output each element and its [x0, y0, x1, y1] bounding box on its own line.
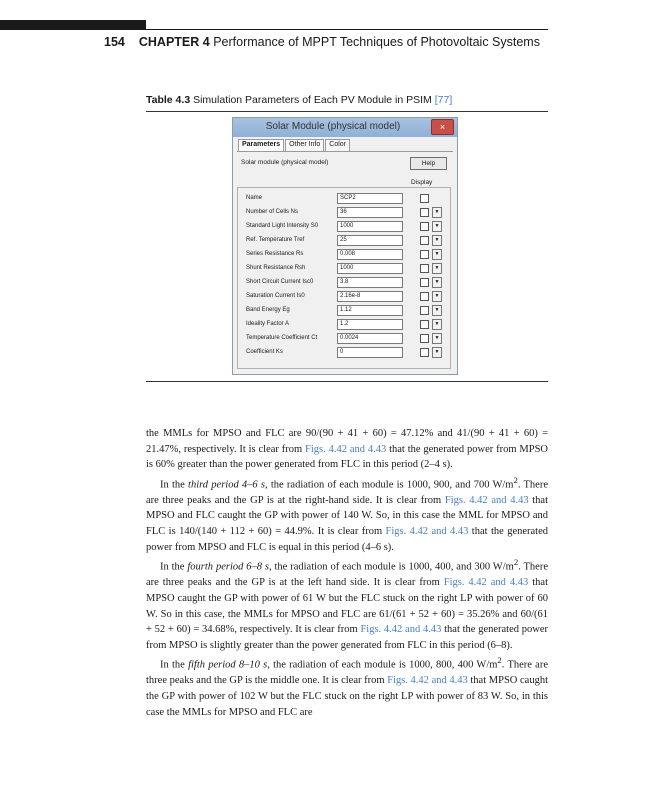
param-row	[242, 277, 452, 289]
text-run: that MPSO caught the GP with power of 61 W but the FLC stuck on the right LP with power of 60 W. So in this case, the MMLs for MPSO and FLC are 61/(61 + 52 + 60) = 35.26% and 60/(61 + 52 + 60) = 34.68%, respectively. It is clear from	[146, 577, 548, 636]
period-label: third period 4–6 s	[188, 479, 265, 491]
param-row	[242, 263, 452, 275]
param-input[interactable]: 36	[337, 207, 403, 218]
param-name-input[interactable]: SCP2	[337, 193, 403, 204]
figure-link[interactable]: Figs. 4.42 and 4.43	[443, 577, 529, 589]
param-label: Series Resistance Rs	[246, 251, 304, 257]
param-label: Ref. Temperature Tref	[246, 237, 305, 243]
param-label: Name	[246, 195, 263, 201]
text-run: In the	[160, 659, 189, 671]
dialog-title: Solar Module (physical model)	[265, 121, 401, 132]
text-run: . There are three peaks and the GP is at the left hand side. It is clear from	[146, 561, 549, 589]
header-rule	[146, 29, 548, 30]
superscript: 2	[513, 557, 519, 568]
close-button[interactable]: ×	[431, 119, 454, 135]
display-checkbox[interactable]	[420, 348, 429, 357]
paragraph	[146, 473, 548, 555]
text-run: . There are three peaks and the GP is at the right-hand side. It is clear from	[146, 479, 549, 506]
dialog-titlebar	[233, 118, 457, 137]
paragraph	[146, 426, 548, 473]
param-input[interactable]: 3.8	[337, 277, 403, 288]
display-checkbox[interactable]	[420, 236, 429, 245]
param-row	[242, 291, 452, 303]
table-top-rule	[146, 111, 548, 112]
param-label: Saturation Current Is0	[246, 293, 305, 299]
dropdown-arrow-icon[interactable]: ▼	[432, 221, 442, 232]
superscript: 2	[497, 655, 502, 666]
param-input[interactable]: 1.12	[337, 305, 403, 316]
text-run: In the	[160, 561, 188, 573]
tab-color[interactable]: Color	[325, 139, 350, 151]
dialog-tabs	[238, 139, 351, 151]
param-row	[242, 249, 452, 261]
tab-other-info[interactable]: Other Info	[285, 139, 324, 151]
param-row	[242, 235, 452, 247]
figure-link[interactable]: Figs. 4.42 and 4.43	[387, 675, 468, 687]
param-row	[242, 319, 452, 331]
dropdown-arrow-icon[interactable]: ▼	[432, 333, 442, 344]
param-input[interactable]: 0.0024	[337, 333, 403, 344]
paragraph	[146, 555, 548, 653]
text-run: that the generated power from MPSO and FLC is equal in this period (4–6 s).	[146, 526, 549, 553]
chapter-label: CHAPTER 4	[138, 35, 210, 49]
text-run: , the radiation of each module is 1000, 900, and 700 W/m	[265, 479, 514, 491]
display-checkbox[interactable]	[420, 250, 429, 259]
param-label: Band Energy Eg	[246, 307, 290, 313]
table-caption-text: Simulation Parameters of Each PV Module in PSIM	[193, 94, 432, 106]
tab-parameters[interactable]: Parameters	[238, 139, 284, 151]
param-input[interactable]: 1.2	[337, 319, 403, 330]
display-checkbox[interactable]	[420, 264, 429, 273]
display-checkbox[interactable]	[420, 320, 429, 329]
text-run: that the generated power from MPSO is slightly greater than the power generated from FLC in this period (6–8).	[146, 624, 548, 651]
dropdown-arrow-icon[interactable]: ▼	[432, 263, 442, 274]
panel-label: Solar module (physical model)	[241, 159, 329, 166]
table-citation[interactable]: [77]	[434, 94, 453, 106]
text-run: , the radiation of each module is 1000, 400, and 300 W/m	[268, 561, 514, 573]
param-row	[242, 333, 452, 345]
param-label: Coefficient Ks	[246, 349, 283, 355]
chapter-title: Performance of MPPT Techniques of Photovoltaic Systems	[213, 35, 540, 49]
param-row	[242, 305, 452, 317]
period-label: fifth period 8–10 s	[188, 659, 268, 671]
param-input[interactable]: 0.008	[337, 249, 403, 260]
table-label: Table 4.3	[146, 94, 191, 106]
param-label: Short Circuit Current Isc0	[246, 279, 314, 285]
dropdown-arrow-icon[interactable]: ▼	[432, 277, 442, 288]
param-label: Temperature Coefficient Ct	[246, 335, 318, 341]
table-caption	[146, 94, 452, 106]
param-row	[242, 193, 452, 205]
display-checkbox[interactable]	[420, 306, 429, 315]
param-row	[242, 347, 452, 359]
display-checkbox[interactable]	[420, 334, 429, 343]
help-button[interactable]: Help	[410, 157, 447, 170]
param-label: Ideality Factor A	[246, 321, 290, 327]
param-input[interactable]: 1000	[337, 263, 403, 274]
running-head	[104, 35, 540, 49]
text-run: In the	[160, 479, 189, 491]
display-checkbox[interactable]	[420, 292, 429, 301]
param-input[interactable]: 2.16e-8	[337, 291, 403, 302]
text-run: . There are three peaks and the GP is the middle one. It is clear from	[146, 659, 548, 687]
display-checkbox[interactable]	[420, 208, 429, 217]
display-header: Display	[411, 179, 433, 186]
dropdown-arrow-icon[interactable]: ▼	[432, 291, 442, 302]
table-bottom-rule	[146, 381, 548, 382]
tab-divider	[237, 151, 453, 152]
text-run: that MPSO caught the GP with power of 102 W but the FLC stuck on the right LP with power of 83 W. So, in this case the MMLs for MPSO and FLC are	[146, 675, 548, 718]
text-run: that MPSO and FLC caught the GP with power of 140 W. So, in this case the MML for MPSO and FLC is 140/(140 + 112 + 60) = 44.9%. It is clear from	[146, 494, 549, 538]
dropdown-arrow-icon[interactable]: ▼	[432, 319, 442, 330]
param-label: Number of Cells Ns	[246, 209, 299, 215]
param-input[interactable]: 25	[337, 235, 403, 246]
dropdown-arrow-icon[interactable]: ▼	[432, 207, 442, 218]
dropdown-arrow-icon[interactable]: ▼	[432, 305, 442, 316]
display-checkbox[interactable]	[420, 278, 429, 287]
display-checkbox[interactable]	[420, 194, 429, 203]
dropdown-arrow-icon[interactable]: ▼	[432, 347, 442, 358]
figure-link[interactable]: Figs. 4.42 and 4.43	[385, 526, 469, 538]
param-input[interactable]: 1000	[337, 221, 403, 232]
param-row	[242, 221, 452, 233]
superscript: 2	[513, 474, 518, 485]
text-run: that the generated power from MPSO is 60% greater than the power generated from FLC in this period (2–4 s).	[146, 443, 548, 471]
figure-link[interactable]: Figs. 4.42 and 4.43	[305, 443, 387, 455]
solar-module-dialog	[232, 117, 458, 375]
display-checkbox[interactable]	[420, 222, 429, 231]
paragraph	[146, 653, 548, 720]
dropdown-arrow-icon[interactable]: ▼	[432, 249, 442, 260]
page-number: 154	[104, 35, 125, 49]
figure-link[interactable]: Figs. 4.42 and 4.43	[360, 624, 442, 636]
param-label: Standard Light Intensity S0	[246, 223, 319, 229]
text-run: the MMLs for MPSO and FLC are 90/(90 + 41 + 60) = 47.12% and 41/(90 + 41 + 60) = 21.47%, respectively. It is clear from	[146, 428, 548, 455]
body-text	[146, 426, 548, 720]
dropdown-arrow-icon[interactable]: ▼	[432, 235, 442, 246]
param-row	[242, 207, 452, 219]
figure-link[interactable]: Figs. 4.42 and 4.43	[444, 494, 529, 506]
param-input[interactable]: 0	[337, 347, 403, 358]
header-bar	[0, 20, 146, 30]
text-run: , the radiation of each module is 1000, 800, 400 W/m	[267, 659, 498, 671]
period-label: fourth period 6–8 s	[187, 561, 269, 573]
param-label: Shunt Resistance Rsh	[246, 265, 306, 271]
